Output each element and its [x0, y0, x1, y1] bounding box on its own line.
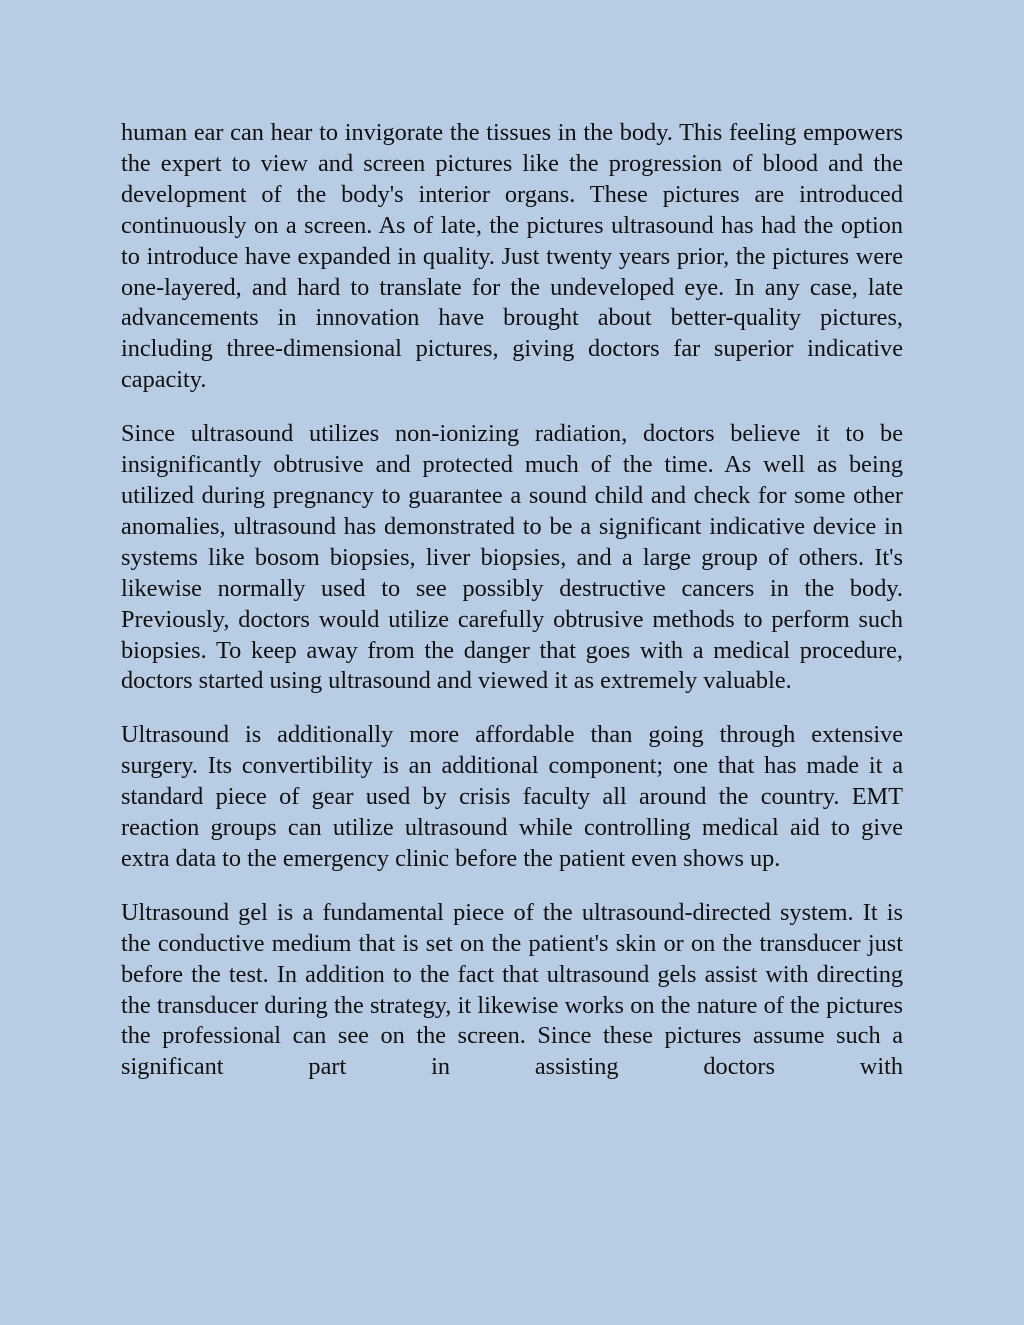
document-page: [121, 118, 903, 1083]
paragraph-2: Since ultrasound utilizes non-ionizing radiation, doctors believe it to be insignificantly obtrusive and protected much of the time. As well as being utilized during pregnancy to guarantee a sound child and check for some other anomalies, ultrasound has demonstrated to be a significant indicative device in systems like bosom biopsies, liver biopsies, and a large group of others. It's likewise normally used to see possibly destructive cancers in the body. Previously, doctors would utilize carefully obtrusive methods to perform such biopsies. To keep away from the danger that goes with a medical procedure, doctors started using ultrasound and viewed it as extremely valuable.: [121, 420, 903, 695]
paragraph-3: Ultrasound is additionally more affordable than going through extensive surgery. Its convertibility is an additional component; one that has made it a standard piece of gear used by crisis faculty all around the country. EMT reaction groups can utilize ultrasound while controlling medical aid to give extra data to the emergency clinic before the patient even shows up.: [121, 721, 903, 872]
paragraph-4: Ultrasound gel is a fundamental piece of the ultrasound-directed system. It is the conductive medium that is set on the patient's skin or on the transducer just before the test. In addition to the fact that ultrasound gels assist with directing the transducer during the strategy, it likewise works on the nature of the pictures the professional can see on the screen. Since these pictures assume such a significant part in assisting doctors with: [121, 898, 903, 1081]
paragraph-1: human ear can hear to invigorate the tissues in the body. This feeling empowers the expert to view and screen pictures like the progression of blood and the development of the body's interior organs. These pictures are introduced continuously on a screen. As of late, the pictures ultrasound has had the option to introduce have expanded in quality. Just twenty years prior, the pictures were one-layered, and hard to translate for the undeveloped eye. In any case, late advancements in innovation have brought about better-quality pictures, including three-dimensional pictures, giving doctors far superior indicative capacity.: [121, 119, 903, 394]
